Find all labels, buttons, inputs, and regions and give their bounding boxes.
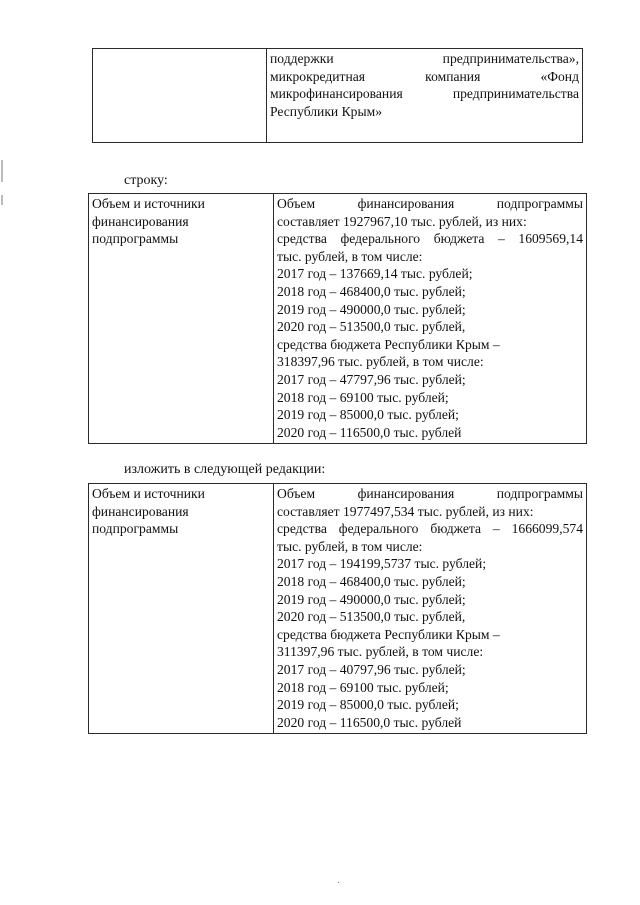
- table-current: [88, 193, 587, 444]
- funding-line: 2019 год – 490000,0 тыс. рублей;: [277, 591, 466, 607]
- funding-line: тыс. рублей, в том числе:: [277, 248, 423, 264]
- top-table-right-cell: [267, 49, 583, 143]
- funding-line: 2017 год – 40797,96 тыс. рублей;: [277, 661, 466, 677]
- row-label-line: Объем и источники: [92, 196, 205, 211]
- top-table-line: микрокредитная компания «Фонд: [270, 68, 579, 84]
- row-label-line: финансирования: [92, 503, 189, 519]
- top-table-line: поддержки предпринимательства»,: [270, 51, 579, 66]
- funding-line: 2020 год – 116500,0 тыс. рублей: [277, 424, 462, 440]
- funding-line: Объем финансирования подпрограммы: [277, 196, 583, 211]
- funding-line: 2019 год – 85000,0 тыс. рублей;: [277, 407, 459, 423]
- table-new-left-cell: [89, 484, 274, 734]
- funding-line: 311397,96 тыс. рублей, в том числе:: [277, 644, 484, 660]
- funding-line: 2017 год – 47797,96 тыс. рублей;: [277, 371, 466, 387]
- funding-line: 2020 год – 513500,0 тыс. рублей,: [277, 609, 466, 625]
- table-new: [88, 483, 587, 734]
- scan-speck: [338, 882, 339, 883]
- funding-line: составляет 1977497,534 тыс. рублей, из них:: [277, 503, 534, 519]
- funding-line: средства бюджета Республики Крым –: [277, 336, 500, 352]
- funding-line: 2018 год – 468400,0 тыс. рублей;: [277, 573, 466, 589]
- table-new-right-cell: [274, 484, 587, 734]
- scan-edge-mark: [1, 160, 3, 182]
- scan-edge-mark: [1, 195, 3, 205]
- funding-line: 2017 год – 194199,5737 тыс. рублей;: [277, 556, 487, 572]
- funding-line: 2018 год – 69100 тыс. рублей;: [277, 389, 449, 405]
- top-table-left-cell: [93, 49, 267, 143]
- row-label-line: Объем и источники: [92, 486, 205, 501]
- top-table-line: микрофинансирования предпринимательства: [270, 86, 579, 102]
- funding-line: тыс. рублей, в том числе:: [277, 538, 423, 554]
- funding-line: 2018 год – 468400,0 тыс. рублей;: [277, 283, 466, 299]
- top-table-row: [93, 49, 583, 143]
- row-label-line: финансирования: [92, 213, 189, 229]
- funding-line: 2018 год – 69100 тыс. рублей;: [277, 679, 449, 695]
- top-table-line: Республики Крым»: [270, 103, 383, 119]
- funding-line: 2020 год – 513500,0 тыс. рублей,: [277, 319, 466, 335]
- funding-line: 2017 год – 137669,14 тыс. рублей;: [277, 266, 473, 282]
- funding-line: средства федерального бюджета – 1609569,14: [277, 231, 583, 247]
- lead-text-stroku: строку:: [124, 173, 168, 188]
- table-new-row: [89, 484, 587, 734]
- funding-line: составляет 1927967,10 тыс. рублей, из них:: [277, 213, 527, 229]
- row-label-line: подпрограммы: [92, 521, 179, 537]
- table-current-right-cell: [274, 194, 587, 444]
- table-current-left-cell: [89, 194, 274, 444]
- funding-line: средства федерального бюджета – 1666099,574: [277, 521, 583, 537]
- funding-line: 2019 год – 85000,0 тыс. рублей;: [277, 697, 459, 713]
- table-current-row: [89, 194, 587, 444]
- funding-line: 318397,96 тыс. рублей, в том числе:: [277, 354, 484, 370]
- funding-line: 2020 год – 116500,0 тыс. рублей: [277, 714, 462, 730]
- funding-line: средства бюджета Республики Крым –: [277, 626, 500, 642]
- lead-text-new-edition: изложить в следующей редакции:: [124, 462, 326, 477]
- top-table: [92, 48, 583, 143]
- row-label-line: подпрограммы: [92, 231, 179, 247]
- funding-line: Объем финансирования подпрограммы: [277, 486, 583, 501]
- funding-line: 2019 год – 490000,0 тыс. рублей;: [277, 301, 466, 317]
